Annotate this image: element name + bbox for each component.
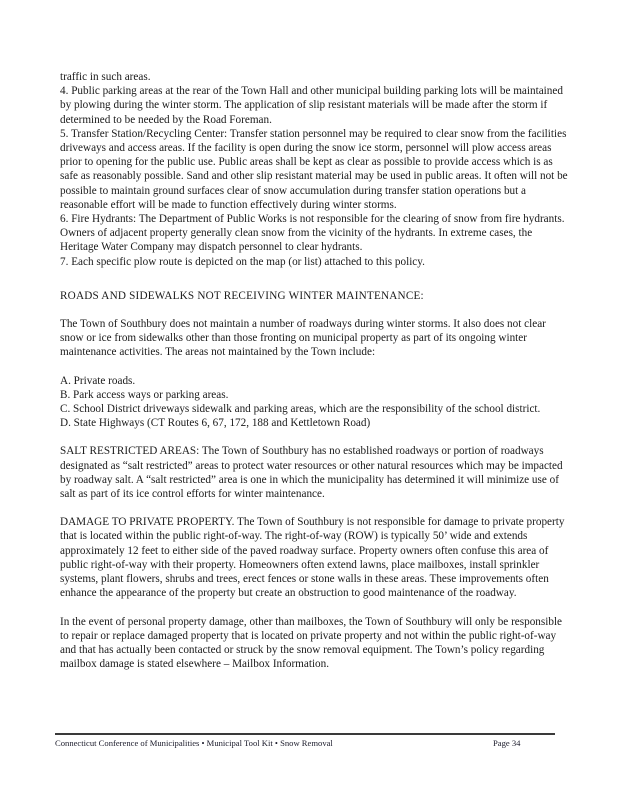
paragraph-damage-event: In the event of personal property damage, other than mailboxes, the Town of Southbury will only be responsible to repair or replace damaged property that is located on private property and not within the public right-of-way and that has actually been contacted or struck by the snow removal equipment. The Town’s policy regarding mailbox damage is stated elsewhere – Mailbox Information. [60,615,563,671]
paragraph-salt-restricted: SALT RESTRICTED AREAS: The Town of Southbury has no established roadways or portion of roadways designated as “salt restricted” areas to protect water resources or other natural resources which may be impacted by roadway salt. A “salt restricted” area is one in which the municipality has determined it will minimize use of salt as part of its ice control efforts for winter maintenance. [60,445,563,501]
spacer [60,360,570,374]
footer-title: Connecticut Conference of Municipalities • Municipal Tool Kit • Snow Removal [55,738,333,748]
paragraph-fire-hydrants: 6. Fire Hydrants: The Department of Public Works is not responsible for the clearing of snow from fire hydrants. Owners of adjacent property generally clean snow from the vicinity of the hydrants. In extreme cases, the Heritage Water Company may dispatch personnel to clear hydrants. [60,213,565,254]
spacer [60,303,570,317]
spacer [60,430,570,444]
spacer [60,269,570,283]
list-item-private-roads: A. Private roads. [60,374,136,387]
spacer [60,501,570,515]
paragraph-private-property-damage: DAMAGE TO PRIVATE PROPERTY. The Town of Southbury is not responsible for damage to private property that is located within the public right-of-way. The right-of-way (ROW) is typically 50’ wide and extends approximately 12 feet to either side of the paved roadway surface. Property owners often confuse this area of public right-of-way with their property. Homeowners often extend lawns, place mailboxes, install sprinkler systems, plant flowers, shrubs and trees, erect fences or stone walls in these areas. These improvements often enhance the appearance of the property but create an obstruction to good maintenance of the roadway. [60,516,565,600]
list-item-school-district: C. School District driveways sidewalk and parking areas, which are the responsibility of the school district. [60,403,541,416]
list-item-park-access: B. Park access ways or parking areas. [60,388,229,401]
spacer [60,601,570,615]
paragraph-traffic: traffic in such areas. [60,71,151,83]
footer-divider [55,733,555,735]
paragraph-plow-route: 7. Each specific plow route is depicted on the map (or list) attached to this policy. [60,255,425,268]
heading-roads-not-maintained: ROADS AND SIDEWALKS NOT RECEIVING WINTER MAINTENANCE: [60,289,424,302]
paragraph-roads-intro: The Town of Southbury does not maintain a number of roadways during winter storms. It also does not clear snow or ice from sidewalks other than those fronting on municipal property as part of its ongoing winter maintenance activities. The areas not maintained by the Town include: [60,318,546,359]
page-number: Page 34 [493,738,521,748]
document-body [60,70,570,671]
paragraph-parking-areas: 4. Public parking areas at the rear of the Town Hall and other municipal building parking lots will be maintained by plowing during the winter storm. The application of slip resistant materials will be made after the storm if determined to be needed by the Road Foreman. [60,85,563,126]
list-item-state-highways: D. State Highways (CT Routes 6, 67, 172, 188 and Kettletown Road) [60,417,371,430]
paragraph-transfer-station: 5. Transfer Station/Recycling Center: Transfer station personnel may be required to clear snow from the facilities driveways and access areas. If the facility is open during the snow ice storm, personnel will plow access areas prior to opening for the public use. Public areas shall be kept as clear as possible to provide access which is as safe as reasonably possible. Sand and other slip resistant material may be used in public areas. It often will not be possible to maintain ground surfaces clear of snow accumulation during transfer station operations but a reasonable effort will be made to function effectively during winter storms. [60,127,568,211]
